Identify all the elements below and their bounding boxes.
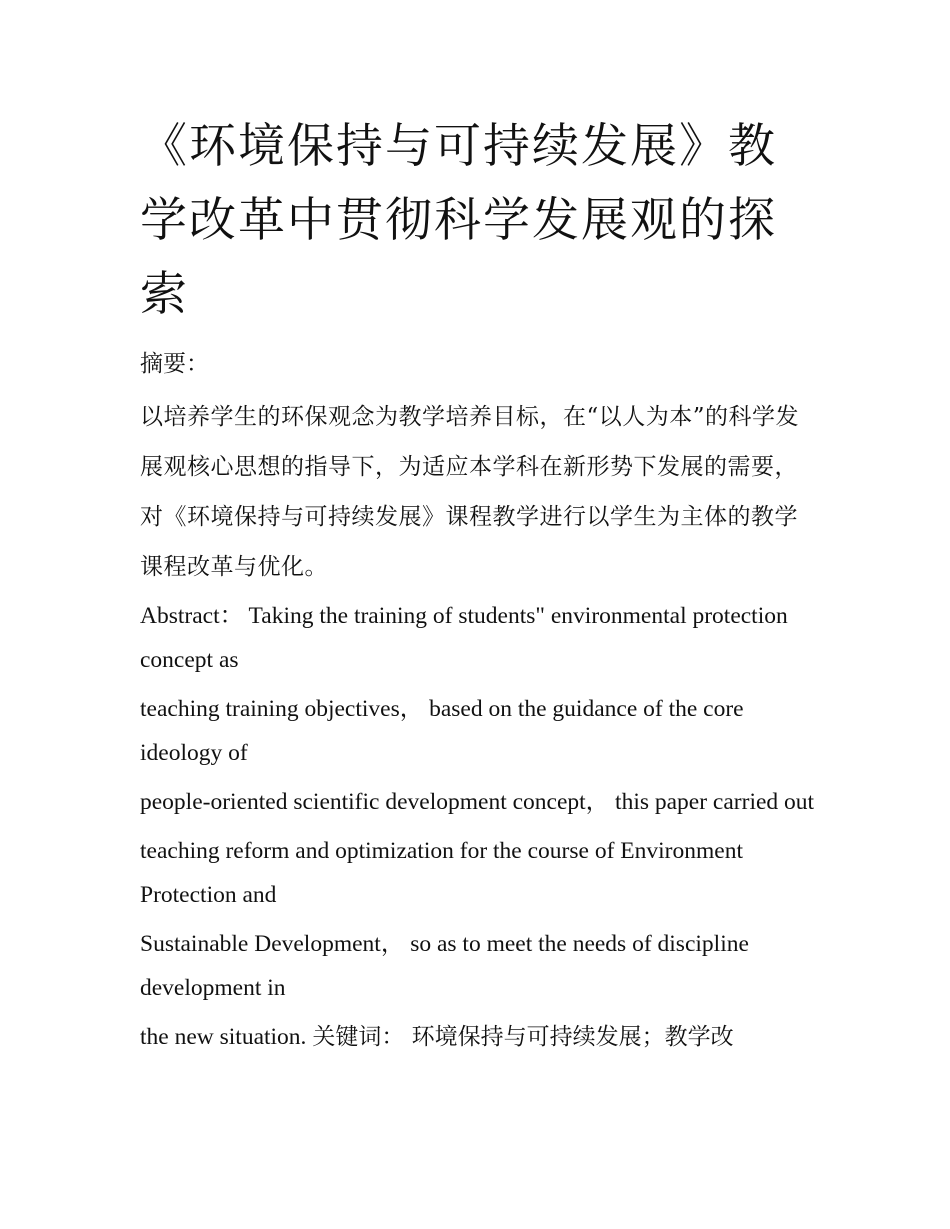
abstract-cn-paragraph: 以培养学生的环保观念为教学培养目标，在“以人为本”的科学发展观核心思想的指导下，为适应本学科在新形势下发展的需要，对《环境保持与可持续发展》课程教学进行以学生为主体的教学课程改革与优化。 xyxy=(140,404,800,580)
keywords-label: 关键词： xyxy=(312,1024,405,1050)
document-title: 《环境保持与可持续发展》教学改革中贯彻科学发展观的探索 xyxy=(140,119,777,322)
keywords-line xyxy=(140,1015,820,1059)
abstract-en-line: Sustainable Development， so as to meet the needs of discipline development in xyxy=(140,931,749,1001)
abstract-en-line: teaching reform and optimization for the course of Environment Protection and xyxy=(140,838,743,908)
abstract-en-line: people-oriented scientific development concept， this paper carried out xyxy=(140,789,815,815)
keywords-text: 环境保持与可持续发展；教学改 xyxy=(404,1024,734,1050)
abstract-en-block xyxy=(140,594,820,1059)
abstract-en-last-line: the new situation. xyxy=(140,1024,313,1050)
abstract-en-line: Abstract： Taking the training of students" environmental protection concept as xyxy=(140,603,788,673)
document-page xyxy=(140,110,820,1064)
abstract-en-line: teaching training objectives， based on the guidance of the core ideology of xyxy=(140,696,744,766)
abstract-label-cn: 摘要： xyxy=(140,351,209,377)
